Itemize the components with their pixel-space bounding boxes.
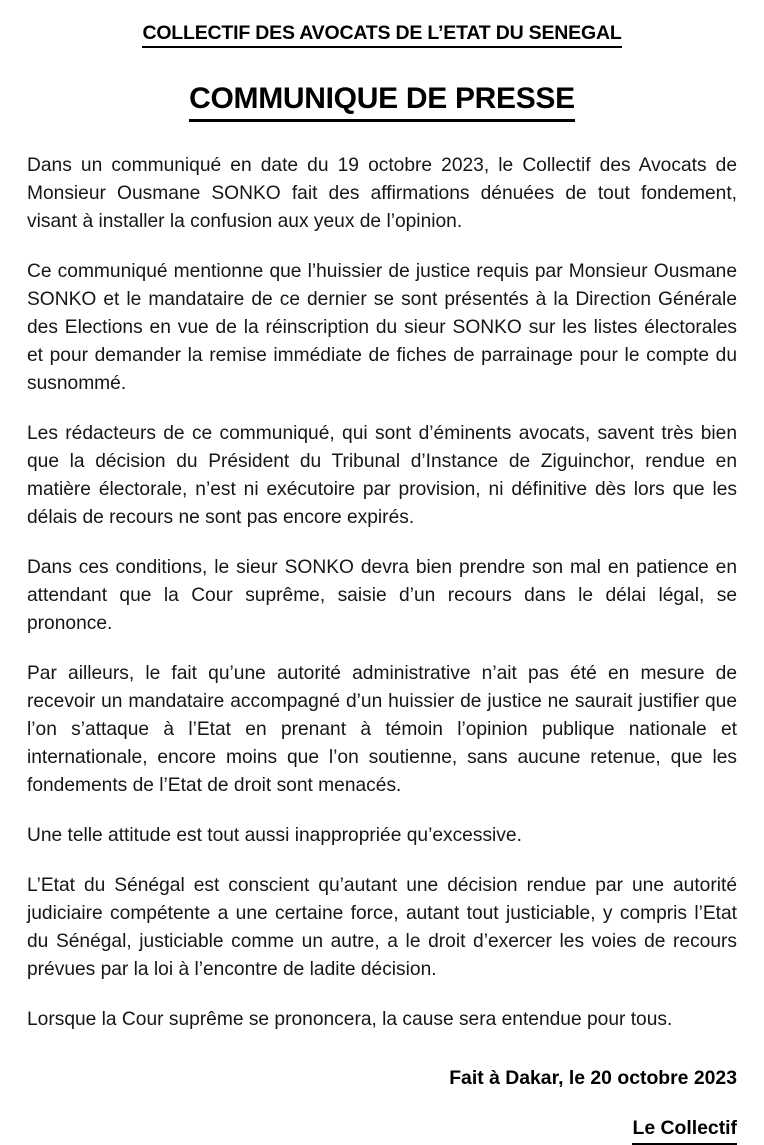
document-title (27, 48, 737, 122)
signature-place-date: Fait à Dakar, le 20 octobre 2023 (449, 1066, 737, 1089)
paragraph: Dans ces conditions, le sieur SONKO devra bien prendre son mal en patience en attendant que la Cour suprême, saisie d’un recours dans le délai légal, se prononce. (27, 556, 737, 634)
organization-title-text: COLLECTIF DES AVOCATS DE L’ETAT DU SENEGAL (142, 22, 621, 48)
signature-signatory-text: Le Collectif (632, 1114, 737, 1145)
paragraph: L’Etat du Sénégal est conscient qu’autant une décision rendue par une autorité judiciaire compétente a une certaine force, autant tout justiciable, y compris l’Etat du Sénégal, justiciable comme un autre, a le droit d’exercer les voies de recours prévues par la loi à l’encontre de ladite décision. (27, 874, 737, 980)
paragraph: Dans un communiqué en date du 19 octobre 2023, le Collectif des Avocats de Monsieur Ousmane SONKO fait des affirmations dénuées de tout fondement, visant à installer la confusion aux yeux de l’opinion. (27, 154, 737, 232)
paragraph: Lorsque la Cour suprême se prononcera, la cause sera entendue pour tous. (27, 1008, 673, 1030)
document-body (27, 122, 737, 1034)
signature-block (27, 1064, 737, 1145)
paragraph: Par ailleurs, le fait qu’une autorité administrative n’ait pas été en mesure de recevoir un mandataire accompagné d’un huissier de justice ne saurait justifier que l’on s’attaque à l’Etat en prenant à témoin l’opinion publique nationale et internationale, encore moins que l’on soutienne, sans aucune retenue, que les fondements de l’Etat de droit sont menacés. (27, 662, 737, 796)
document-title-text: COMMUNIQUE DE PRESSE (189, 82, 575, 122)
signature-signatory (27, 1114, 737, 1145)
paragraph: Une telle attitude est tout aussi inappropriée qu’excessive. (27, 824, 522, 846)
organization-title (27, 0, 737, 48)
paragraph: Ce communiqué mentionne que l’huissier de justice requis par Monsieur Ousmane SONKO et le mandataire de ce dernier se sont présentés à la Direction Générale des Elections en vue de la réinscription du sieur SONKO sur les listes électorales et pour demander la remise immédiate de fiches de parrainage pour le compte du susnommé. (27, 260, 737, 394)
paragraph: Les rédacteurs de ce communiqué, qui sont d’éminents avocats, savent très bien que la décision du Président du Tribunal d’Instance de Ziguinchor, rendue en matière électorale, n’est ni exécutoire par provision, ni définitive dès lors que les délais de recours ne sont pas encore expirés. (27, 422, 737, 528)
